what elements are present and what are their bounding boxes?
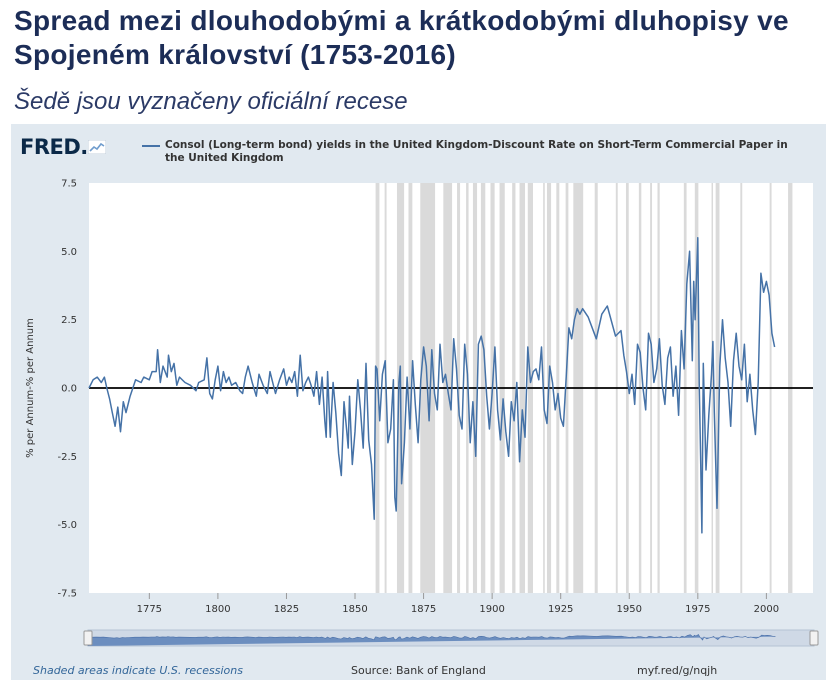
y-axis-ticks [57, 179, 77, 600]
series-point [648, 333, 650, 335]
chart-svg [11, 124, 826, 680]
series-point [212, 398, 214, 400]
series-point [228, 376, 230, 378]
series-point [203, 379, 205, 381]
series-point [777, 124, 779, 125]
series-point [456, 368, 458, 370]
series-point [242, 393, 244, 395]
series-point [560, 417, 562, 419]
x-tick-label: 1875 [410, 604, 437, 615]
navigator-handle-left[interactable] [84, 631, 92, 645]
y-tick-label: -2.5 [57, 451, 77, 463]
series-point [763, 292, 765, 294]
series-point [398, 382, 400, 384]
series-point [483, 349, 485, 351]
series-point [269, 371, 271, 373]
series-point [796, 124, 798, 125]
series-point [423, 346, 425, 348]
series-point [324, 420, 326, 422]
series-point [615, 335, 617, 337]
x-tick-label: 1825 [273, 604, 300, 615]
series-point [768, 294, 770, 296]
x-tick-label: 1775 [136, 604, 163, 615]
x-tick-label: 1850 [342, 604, 368, 615]
series-point [325, 436, 327, 438]
series-point [760, 272, 762, 274]
y-tick-label: 5.0 [61, 246, 77, 258]
series-point [368, 439, 370, 441]
series-point [708, 415, 710, 417]
series-point [291, 382, 293, 384]
series-point [387, 442, 389, 444]
series-point [626, 371, 628, 373]
series-point [667, 357, 669, 359]
x-tick-label: 1925 [547, 604, 574, 615]
series-point [166, 376, 168, 378]
series-point [620, 330, 622, 332]
series-point [288, 376, 290, 378]
series-point [703, 363, 705, 365]
series-point [117, 406, 119, 408]
series-point [631, 374, 633, 376]
series-point [541, 346, 543, 348]
series-point [500, 439, 502, 441]
series-point [788, 124, 790, 125]
series-point [255, 395, 257, 397]
series-point [360, 409, 362, 411]
series-point [395, 510, 397, 512]
series-point [639, 352, 641, 354]
series-point [283, 368, 285, 370]
series-point [346, 431, 348, 433]
series-point [653, 382, 655, 384]
series-point [195, 390, 197, 392]
series-point [771, 333, 773, 335]
series-point [190, 384, 192, 386]
series-point [489, 428, 491, 430]
series-point [574, 319, 576, 321]
series-point [434, 393, 436, 395]
y-tick-label: -7.5 [57, 588, 77, 600]
series-point [683, 368, 685, 370]
series-point [628, 393, 630, 395]
series-point [379, 420, 381, 422]
series-point [697, 237, 699, 239]
series-point [554, 409, 556, 411]
series-point [522, 409, 524, 411]
series-point [409, 428, 411, 430]
series-point [645, 409, 647, 411]
short-url[interactable]: myf.red/g/nqjh [637, 664, 718, 677]
series-point [399, 365, 401, 367]
series-point [607, 305, 609, 307]
series-point [738, 365, 740, 367]
series-point [552, 382, 554, 384]
series-point [149, 379, 151, 381]
series-point [417, 442, 419, 444]
series-point [120, 431, 122, 433]
series-point [305, 382, 307, 384]
series-point [549, 365, 551, 367]
series-point [431, 349, 433, 351]
series-point [467, 374, 469, 376]
series-point [623, 354, 625, 356]
series-point [475, 456, 477, 458]
series-point [349, 395, 351, 397]
series-point [752, 409, 754, 411]
series-point [469, 442, 471, 444]
series-point [439, 343, 441, 345]
series-point [155, 371, 157, 373]
series-point [262, 384, 264, 386]
series-point [231, 384, 233, 386]
series-point [125, 412, 127, 414]
series-point [321, 376, 323, 378]
series-point [415, 404, 417, 406]
series-point [294, 371, 296, 373]
source-text: Source: Bank of England [351, 664, 486, 677]
series-point [258, 374, 260, 376]
series-point [428, 420, 430, 422]
series-point [279, 379, 281, 381]
series-point [735, 333, 737, 335]
series-point [251, 382, 253, 384]
series-point [406, 376, 408, 378]
series-point [659, 338, 661, 340]
series-point [179, 376, 181, 378]
series-point [436, 409, 438, 411]
series-point [711, 374, 713, 376]
series-point [705, 469, 707, 471]
series-point [151, 371, 153, 373]
series-point [689, 251, 691, 253]
series-point [698, 382, 700, 384]
series-point [664, 404, 666, 406]
series-point [779, 124, 781, 125]
series-point [375, 365, 377, 367]
y-tick-label: 0.0 [61, 383, 77, 395]
series-point [140, 382, 142, 384]
series-point [809, 124, 811, 125]
series-point [694, 319, 696, 321]
series-point [247, 365, 249, 367]
series-point [801, 124, 803, 125]
series-point [458, 415, 460, 417]
series-point [774, 346, 776, 348]
series-point [357, 379, 359, 381]
page-subtitle: Šedě jsou vyznačeny oficiální recese [14, 88, 408, 115]
series-point [390, 428, 392, 430]
series-point [275, 393, 277, 395]
series-point [472, 401, 474, 403]
series-point [480, 335, 482, 337]
series-point [223, 371, 225, 373]
series-point [347, 447, 349, 449]
series-point [112, 412, 114, 414]
series-point [143, 376, 145, 378]
series-point [101, 382, 103, 384]
series-point [129, 395, 131, 397]
series-point [746, 401, 748, 403]
series-point [157, 349, 159, 351]
series-point [235, 382, 237, 384]
series-point [546, 423, 548, 425]
series-point [453, 338, 455, 340]
series-point [538, 379, 540, 381]
fred-logo-dot: . [80, 135, 89, 159]
navigator-handle-right[interactable] [810, 631, 818, 645]
series-point [362, 447, 364, 449]
series-point [162, 365, 164, 367]
series-point [96, 376, 98, 378]
series-point [568, 327, 570, 329]
series-point [92, 379, 94, 381]
series-point [302, 390, 304, 392]
series-point [511, 401, 513, 403]
series-point [741, 379, 743, 381]
series-point [730, 425, 732, 427]
series-point [700, 456, 702, 458]
series-point [587, 316, 589, 318]
series-point [376, 368, 378, 370]
series-point [426, 365, 428, 367]
series-point [757, 382, 759, 384]
series-point [727, 382, 729, 384]
x-tick-label: 2000 [753, 604, 780, 615]
series-point [804, 124, 806, 125]
series-point [335, 412, 337, 414]
page-title: Spread mezi dlouhodobými a krátkodobými dluhopisy ve Spojeném království (1753-2016) [14, 5, 789, 70]
series-point [596, 338, 598, 340]
series-point [790, 124, 792, 125]
series-point [601, 313, 603, 315]
series-point [272, 382, 274, 384]
series-point [516, 382, 518, 384]
series-point [661, 384, 663, 386]
series-point [532, 371, 534, 373]
series-point [716, 507, 718, 509]
series-point [642, 387, 644, 389]
x-tick-label: 1975 [685, 604, 711, 615]
series-point [109, 398, 111, 400]
series-point [445, 374, 447, 376]
series-point [744, 343, 746, 345]
series-point [412, 360, 414, 362]
x-axis-ticks [137, 593, 779, 615]
series-point [206, 357, 208, 359]
series-point [634, 404, 636, 406]
series-point [719, 365, 721, 367]
series-point [530, 382, 532, 384]
series-point [308, 376, 310, 378]
series-point [319, 404, 321, 406]
series-point [582, 308, 584, 310]
series-point [373, 518, 375, 520]
series-point [316, 371, 318, 373]
series-point [442, 382, 444, 384]
series-point [670, 346, 672, 348]
series-point [351, 464, 353, 466]
series-point [576, 308, 578, 310]
series-point [701, 532, 703, 534]
series-point [650, 343, 652, 345]
legend-series-name: Consol (Long-term bond) yields in the United Kingdom-Discount Rate on Short-Term Commercial Paper in the United Kingdom [165, 139, 788, 164]
x-tick-label: 1900 [479, 604, 505, 615]
series-point [722, 319, 724, 321]
series-point [266, 393, 268, 395]
series-point [579, 313, 581, 315]
fred-chart-panel [11, 124, 826, 680]
series-point [327, 371, 329, 373]
series-point [563, 425, 565, 427]
series-point [527, 346, 529, 348]
series-point [220, 390, 222, 392]
series-point [341, 475, 343, 477]
series-point [712, 341, 714, 343]
series-point [656, 368, 658, 370]
series-point [299, 354, 301, 356]
series-point [502, 398, 504, 400]
series-point [749, 374, 751, 376]
series-point [135, 379, 137, 381]
y-tick-label: 7.5 [61, 178, 77, 190]
series-point [447, 393, 449, 395]
series-point [713, 412, 715, 414]
series-point [491, 393, 493, 395]
series-point [557, 393, 559, 395]
series-point [535, 368, 537, 370]
fred-logo-text: FRED [20, 135, 81, 159]
series-point [384, 360, 386, 362]
x-tick-label: 1800 [205, 604, 231, 615]
series-point [807, 124, 809, 125]
series-point [464, 343, 466, 345]
series-point [382, 374, 384, 376]
series-point [420, 379, 422, 381]
series-point [330, 436, 332, 438]
series-point [755, 434, 757, 436]
series-point [766, 281, 768, 283]
series-point [365, 363, 367, 365]
series-point [675, 365, 677, 367]
series-point [114, 425, 116, 427]
series-point [513, 420, 515, 422]
series-point [692, 360, 694, 362]
series-point [686, 283, 688, 285]
series-point [519, 461, 521, 463]
recession-note[interactable]: Shaded areas indicate U.S. recessions [33, 664, 243, 677]
y-tick-label: -5.0 [57, 520, 77, 532]
y-axis-label: % per Annum-% per Annum [25, 318, 36, 458]
series-point [404, 442, 406, 444]
series-point [313, 395, 315, 397]
series-point [343, 401, 345, 403]
series-point [393, 379, 395, 381]
series-point [543, 409, 545, 411]
series-point [497, 409, 499, 411]
series-point [88, 387, 90, 389]
series-point [724, 357, 726, 359]
series-point [565, 376, 567, 378]
series-point [122, 401, 124, 403]
series-point [782, 124, 784, 125]
series-point [478, 343, 480, 345]
series-point [198, 382, 200, 384]
series-point [637, 343, 639, 345]
series-point [793, 124, 795, 125]
range-navigator[interactable] [84, 630, 818, 646]
series-point [104, 376, 106, 378]
series-point [338, 453, 340, 455]
series-point [681, 330, 683, 332]
series-point [494, 346, 496, 348]
series-point [245, 376, 247, 378]
series-point [371, 464, 373, 466]
series-point [170, 371, 172, 373]
series-point [394, 497, 396, 499]
series-point [401, 483, 403, 485]
series-point [106, 387, 108, 389]
series-point [332, 382, 334, 384]
series-point [176, 384, 178, 386]
series-point [214, 379, 216, 381]
y-tick-label: 2.5 [61, 315, 77, 327]
series-point [785, 124, 787, 125]
series-point [508, 456, 510, 458]
series-point [798, 124, 800, 125]
series-point [225, 382, 227, 384]
series-point [672, 395, 674, 397]
series-point [450, 409, 452, 411]
series-point [486, 395, 488, 397]
series-point [209, 393, 211, 395]
series-point [310, 384, 312, 386]
series-point [239, 390, 241, 392]
series-point [297, 395, 299, 397]
series-point [168, 354, 170, 356]
series-point [173, 363, 175, 365]
series-point [505, 431, 507, 433]
series-point [217, 365, 219, 367]
series-point [461, 428, 463, 430]
series-point [693, 281, 695, 283]
series-point [678, 415, 680, 417]
series-point [160, 382, 162, 384]
x-tick-label: 1950 [616, 604, 642, 615]
series-point [524, 436, 526, 438]
series-point [354, 431, 356, 433]
series-point [184, 382, 186, 384]
series-point [286, 384, 288, 386]
series-point [733, 360, 735, 362]
series-point [571, 338, 573, 340]
